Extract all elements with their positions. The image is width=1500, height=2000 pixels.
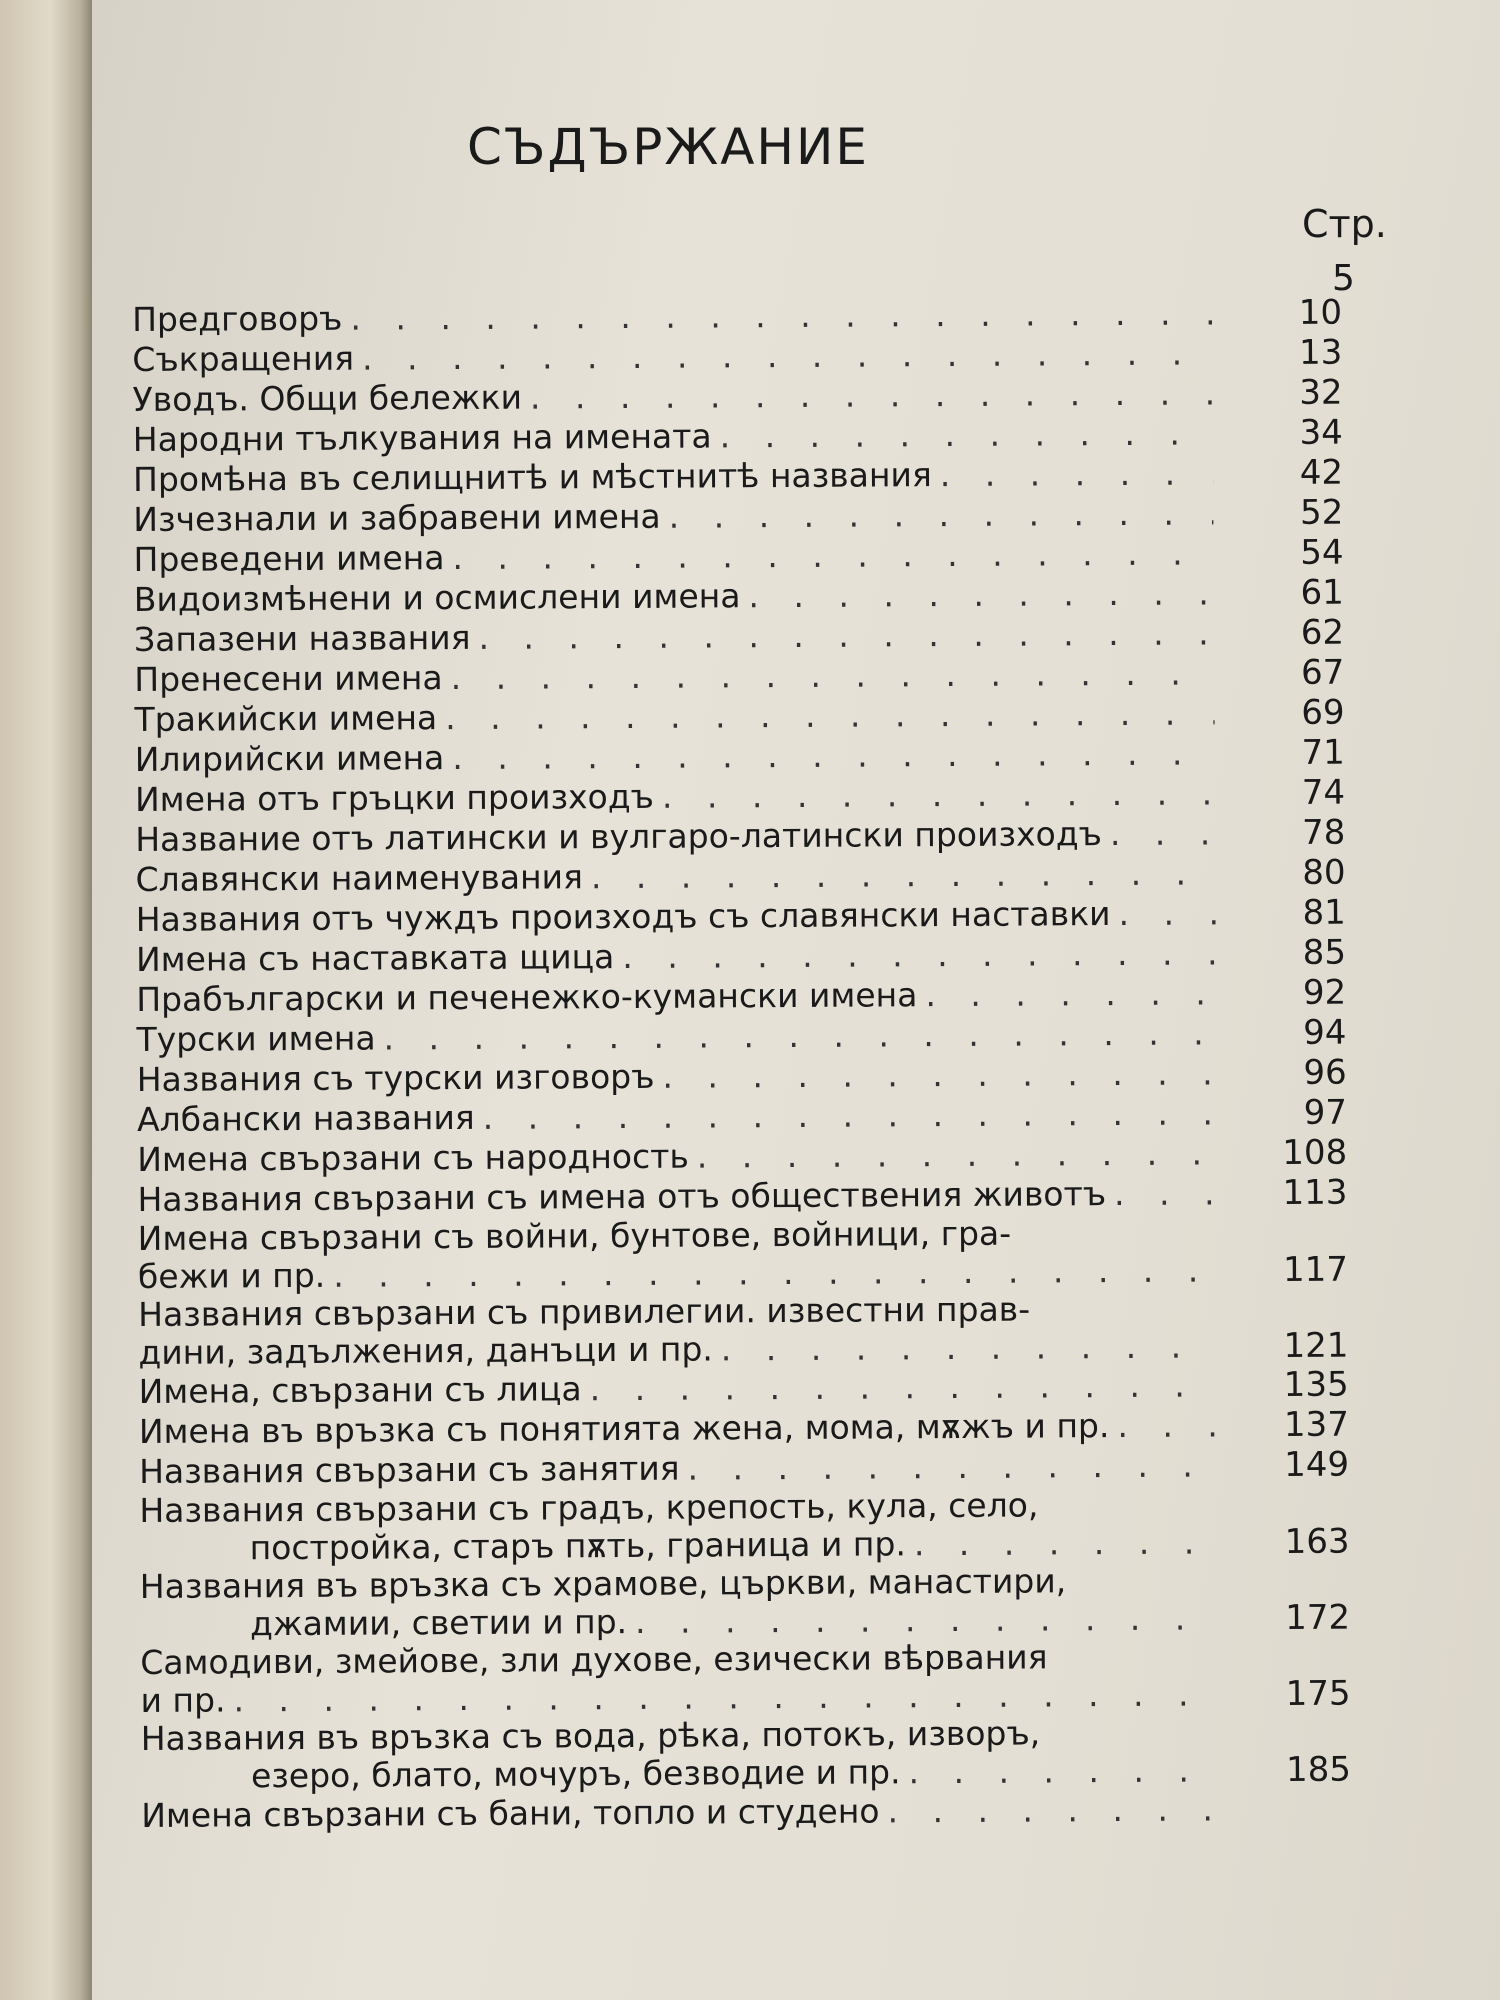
toc-entry-title: Названия свързани съ имена отъ обществения животъ [137, 1174, 1107, 1219]
toc-entry-title-line1: Названия въ връзка съ вода, рѣка, потокъ, изворъ, [140, 1713, 1041, 1758]
toc-entry-title-line2: бежи и пр. [137, 1255, 326, 1296]
toc-entry-page: 34 [1299, 412, 1343, 453]
dot-leader [478, 613, 1214, 657]
toc-entry-title: Народни тълкувания на имената [132, 416, 712, 459]
toc-entry-title: Название отъ латински и вулгаро-латински произходъ [135, 814, 1103, 859]
toc-entry-page: 32 [1299, 372, 1343, 413]
book-binding [0, 0, 92, 2000]
toc-entry-title: Названия свързани съ занятия [139, 1448, 680, 1491]
toc-entry-title-line2: дини, задължения, данъци и пр. [138, 1329, 713, 1372]
dot-leader [748, 573, 1214, 616]
toc-entry-title: Названия съ турски изговоръ [136, 1056, 655, 1099]
toc-entry-page: 10 [1298, 292, 1343, 333]
toc-entry [141, 1789, 1351, 1836]
dot-leader [452, 533, 1213, 578]
toc-entry-title: Имена, свързани съ лица [138, 1369, 582, 1411]
toc-entry-title-line1: Самодиви, змейове, зли духове, езически вѣрвания [140, 1637, 1048, 1682]
dot-leader [720, 413, 1213, 456]
dot-leader [622, 933, 1216, 977]
toc-entry-title: Уводъ. Общи бележки [132, 377, 523, 419]
toc-entry-page: 94 [1303, 1012, 1347, 1053]
page-title: СЪДЪРЖАНИЕ [466, 118, 870, 176]
dot-leader [687, 1445, 1219, 1488]
dot-leader [887, 1789, 1221, 1831]
toc-entry-title: Албански названия [136, 1097, 475, 1139]
book-page [92, 0, 1500, 2000]
toc-entry-page: 135 [1283, 1364, 1349, 1405]
toc-entry-title: Видоизмѣнени и осмислени имена [133, 576, 741, 619]
toc-entry-multiline [140, 1637, 1350, 1720]
toc-entry-title: Славянски наименувания [135, 857, 583, 899]
toc-entry-title: Запазени названия [133, 617, 471, 659]
dot-leader [697, 1133, 1218, 1176]
dot-leader [1118, 893, 1215, 934]
dot-leader [383, 1013, 1216, 1058]
toc-entry-line2 [140, 1599, 1220, 1644]
toc-entry-page: 149 [1284, 1444, 1350, 1485]
toc-entry-page: 62 [1300, 612, 1345, 653]
toc-entry-title: Тракийски имена [134, 698, 438, 739]
dot-leader [914, 1523, 1220, 1563]
toc-entry-page: 80 [1302, 852, 1346, 893]
toc-entry-page: 78 [1301, 812, 1346, 853]
toc-entry-multiline [138, 1289, 1348, 1372]
page-column-header: Стр. [1302, 202, 1387, 246]
dot-leader [669, 493, 1214, 536]
dot-leader [362, 333, 1213, 378]
dot-leader [483, 1093, 1218, 1137]
toc-entry-page: 74 [1301, 772, 1346, 813]
toc-entry-title-line2: езеро, блато, мочуръ, безводие и пр. [250, 1752, 901, 1796]
toc-entry-title-line1: Названия въ връзка съ храмове, църкви, манастири, [139, 1561, 1067, 1606]
dot-leader [333, 1251, 1218, 1294]
dot-leader [635, 1599, 1220, 1641]
dot-leader [1110, 813, 1216, 854]
toc-entry-title: Пренесени имена [134, 658, 443, 699]
toc-entry-page: 175 [1285, 1673, 1351, 1714]
first-page-number: 5 [1332, 258, 1355, 299]
toc-entry-page: 96 [1303, 1052, 1347, 1093]
toc-entry-title: Промѣна въ селищнитѣ и мѣстнитѣ названия [132, 455, 932, 499]
toc-entry-multiline [140, 1561, 1350, 1644]
dot-leader [940, 453, 1214, 495]
toc-entry-title: Имена свързани съ народность [137, 1136, 689, 1179]
toc-entry-title: Имена съ наставката щица [135, 937, 615, 979]
toc-entry-page: 52 [1299, 492, 1344, 533]
toc-entry-page: 117 [1282, 1249, 1349, 1290]
toc-entry-line2 [138, 1327, 1218, 1372]
toc-entry-page: 172 [1285, 1597, 1351, 1638]
toc-entry-page: 71 [1301, 732, 1345, 773]
toc-entry-page: 185 [1285, 1749, 1352, 1790]
toc-entry-title-line1: Имена свързани съ войни, бунтове, войници, гра- [137, 1213, 1012, 1258]
toc-entry-multiline [138, 1213, 1348, 1296]
dot-leader [591, 853, 1216, 897]
dot-leader [530, 373, 1213, 417]
dot-leader [721, 1327, 1219, 1368]
toc-entry-page: 69 [1301, 692, 1345, 733]
toc-entry-page: 54 [1300, 532, 1344, 573]
toc-entry-page: 108 [1282, 1132, 1348, 1173]
toc-entry-page: 13 [1298, 332, 1343, 373]
dot-leader [908, 1751, 1221, 1791]
toc-entry-page [1241, 1789, 1351, 1790]
toc-entry-title-line1: Названия свързани съ привилегии. известни прав- [138, 1289, 1031, 1334]
dot-leader [452, 733, 1215, 778]
toc-entry-title: Изчезнали и забравени имена [133, 496, 661, 539]
toc-entry-line2 [138, 1251, 1218, 1296]
toc-entry-title-line2: постройка, старъ пѫть, граница и пр. [249, 1524, 906, 1568]
toc-entry-multiline [141, 1713, 1351, 1796]
toc-entry-title: Илирийски имена [134, 738, 445, 779]
toc-entry-page: 61 [1300, 572, 1344, 613]
toc-entry-title-line2: джамии, светии и пр. [249, 1602, 628, 1644]
toc-entry-page: 163 [1284, 1521, 1350, 1562]
toc-entry-page: 92 [1302, 972, 1347, 1013]
toc-entry-page: 137 [1283, 1404, 1350, 1445]
toc-entry-title: Прабългарски и печенежко-кумански имена [136, 975, 918, 1019]
toc-entry-title: Названия отъ чуждъ произходъ съ славянски наставки [135, 894, 1111, 939]
toc-entry-page: 81 [1302, 892, 1346, 933]
dot-leader [350, 293, 1212, 338]
toc-entry-title: Съкращения [132, 338, 355, 379]
table-of-contents [132, 293, 1351, 1836]
dot-leader [925, 973, 1216, 1015]
toc-entry-page: 67 [1300, 652, 1345, 693]
dot-leader [233, 1675, 1220, 1719]
dot-leader [1117, 1405, 1219, 1446]
toc-entry-page: 113 [1282, 1172, 1348, 1213]
dot-leader [451, 653, 1215, 698]
toc-entry-title: Предговоръ [132, 298, 343, 339]
toc-entry-line2 [140, 1675, 1220, 1720]
toc-entry-line2 [141, 1751, 1221, 1796]
dot-leader [590, 1365, 1219, 1409]
toc-entry-page: 121 [1283, 1325, 1349, 1366]
toc-entry-page: 42 [1299, 452, 1344, 493]
toc-entry-page: 85 [1302, 932, 1347, 973]
toc-entry-title-line2: и пр. [140, 1680, 226, 1720]
toc-entry-multiline [139, 1485, 1349, 1568]
toc-entry-title: Турски имена [136, 1018, 376, 1059]
dot-leader [1114, 1173, 1218, 1214]
toc-entry-page: 97 [1303, 1092, 1348, 1133]
toc-entry-title: Имена отъ гръцки произходъ [134, 776, 655, 819]
dot-leader [662, 773, 1215, 816]
toc-entry-title: Преведени имена [133, 538, 445, 579]
toc-entry-title: Имена свързани съ бани, топло и студено [141, 1791, 880, 1835]
dot-leader [445, 693, 1215, 738]
dot-leader [662, 1053, 1217, 1096]
toc-entry-title: Имена въ връзка съ понятията жена, мома, мѫжъ и пр. [138, 1406, 1110, 1451]
toc-entry-title-line1: Названия свързани съ градъ, крепость, кула, село, [139, 1485, 1039, 1530]
